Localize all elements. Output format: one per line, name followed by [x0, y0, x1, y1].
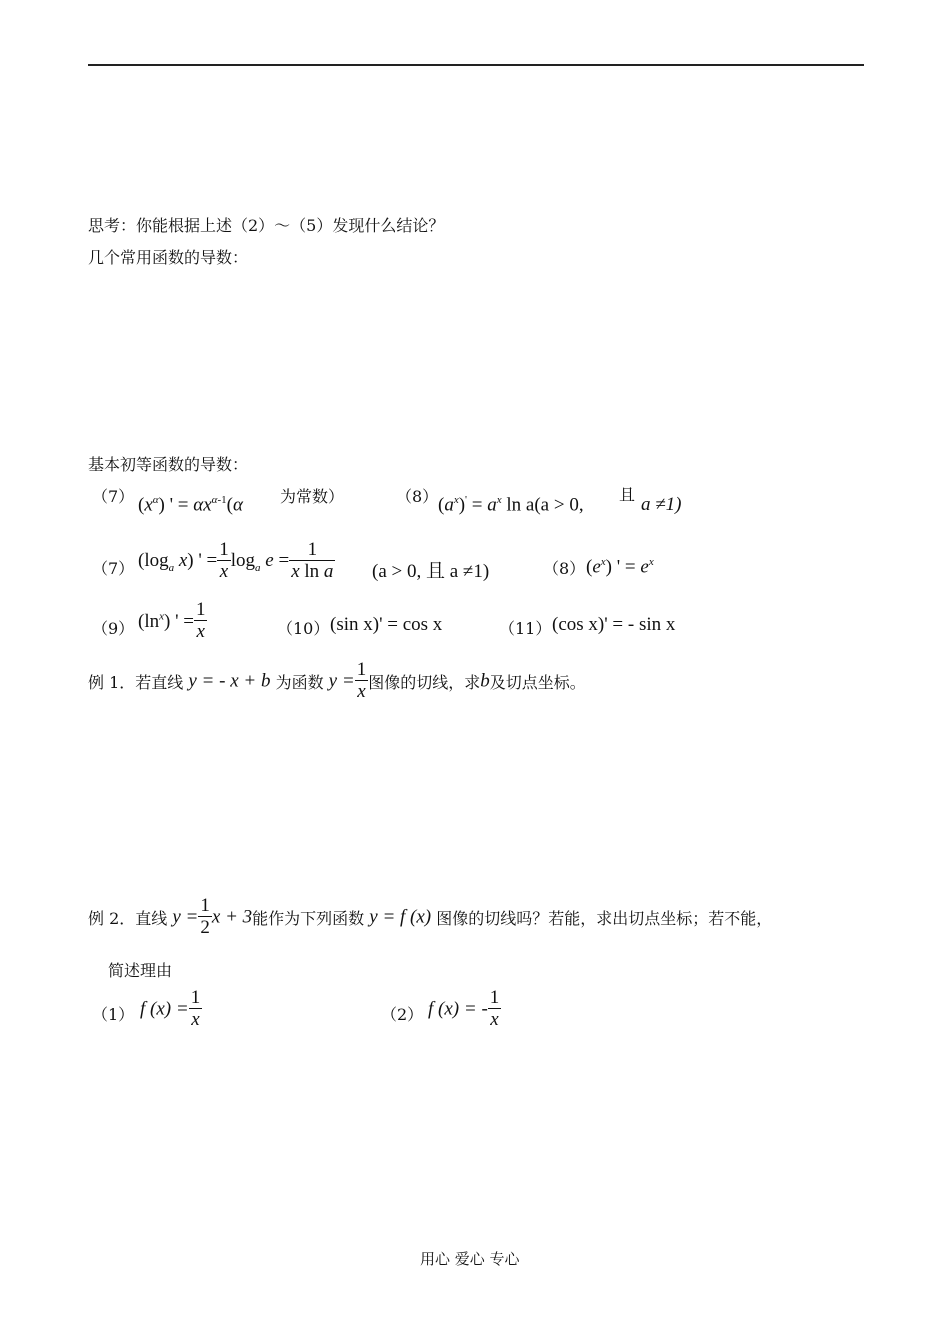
think-question: 思考：你能根据上述（2）～（5）发现什么结论？: [88, 216, 445, 235]
part-1-formula: f (x) = $\frac{1}{x}$: [140, 987, 201, 1030]
example-1-b: b: [480, 670, 490, 692]
sin-rule-formula: (sin x)' = cos x: [330, 614, 443, 635]
log-rule-condition: (a > 0, 且 a ≠1): [372, 561, 490, 582]
example-2: [88, 896, 772, 939]
ln-rule-formula: $(\ln^x)$ ' = $\frac{1}{x}$: [138, 599, 206, 642]
example-2-rest: x + 3: [211, 906, 253, 928]
formula-number: （8）: [396, 487, 439, 506]
example-1-line: y = - x + b: [188, 670, 271, 692]
formula-number: （9）: [92, 619, 135, 638]
formula-number: （11）: [499, 619, 552, 638]
cos-rule-formula: (cos x)' = - sin x: [552, 614, 676, 635]
example-2-mid: 能作为下列函数: [252, 909, 365, 928]
power-rule-note: 为常数）: [280, 487, 345, 506]
formula-number: （7）: [92, 559, 135, 578]
common-derivatives-heading: 几个常用函数的导数：: [88, 248, 249, 267]
example-2-fn: y = f (x): [369, 906, 432, 928]
power-rule-formula: $(x^\alpha)$ ' = $\alpha x^{\alpha-1}(\alpha$: [138, 494, 243, 516]
example-1-fn-lhs: y =: [328, 670, 355, 692]
example-1-mid: 为函数: [275, 673, 324, 692]
example-1-lead: 例 1．若直线: [88, 673, 184, 692]
natural-exp-rule-formula: $(e^x)$ ' = $e^x$: [586, 556, 654, 578]
formula-number: （7）: [92, 487, 135, 506]
exponential-rule-condition: a ≠1): [641, 494, 682, 515]
example-2-fraction: $\frac{1}{2}$: [200, 895, 210, 938]
exponential-rule-formula: $(a^x)' = a^x$ ln a(a > 0,: [438, 494, 584, 516]
example-2-lead: 例 2．直线: [88, 909, 168, 928]
header-rule: [88, 64, 864, 66]
page-footer: 用心 爱心 专心: [420, 1250, 520, 1268]
example-1: [88, 660, 586, 703]
example-2-lhs: y =: [172, 906, 199, 928]
formula-number: （10）: [277, 619, 330, 638]
part-2-formula: f (x) = - $\frac{1}{x}$: [428, 987, 500, 1030]
example-2-tail: 图像的切线吗？若能，求出切点坐标；若不能，: [436, 909, 773, 928]
basic-derivatives-heading: 基本初等函数的导数：: [88, 455, 249, 474]
condition-qie: 且: [619, 485, 636, 504]
example-1-tail-a: 图像的切线，求: [368, 673, 481, 692]
part-1-number: （1）: [92, 1005, 135, 1024]
example-1-tail-b: 及切点坐标。: [489, 673, 586, 692]
example-2-line2: 简述理由: [108, 961, 173, 980]
part-2-number: （2）: [381, 1005, 424, 1024]
example-1-fraction: $\frac{1}{x}$: [356, 659, 367, 702]
log-rule-formula: ($\log_a$ x) ' = $\frac{1}{x}$ $\log_a e$ = $\frac{1}{\text{x ln a}}$: [138, 539, 334, 582]
formula-number: （8）: [543, 559, 586, 578]
